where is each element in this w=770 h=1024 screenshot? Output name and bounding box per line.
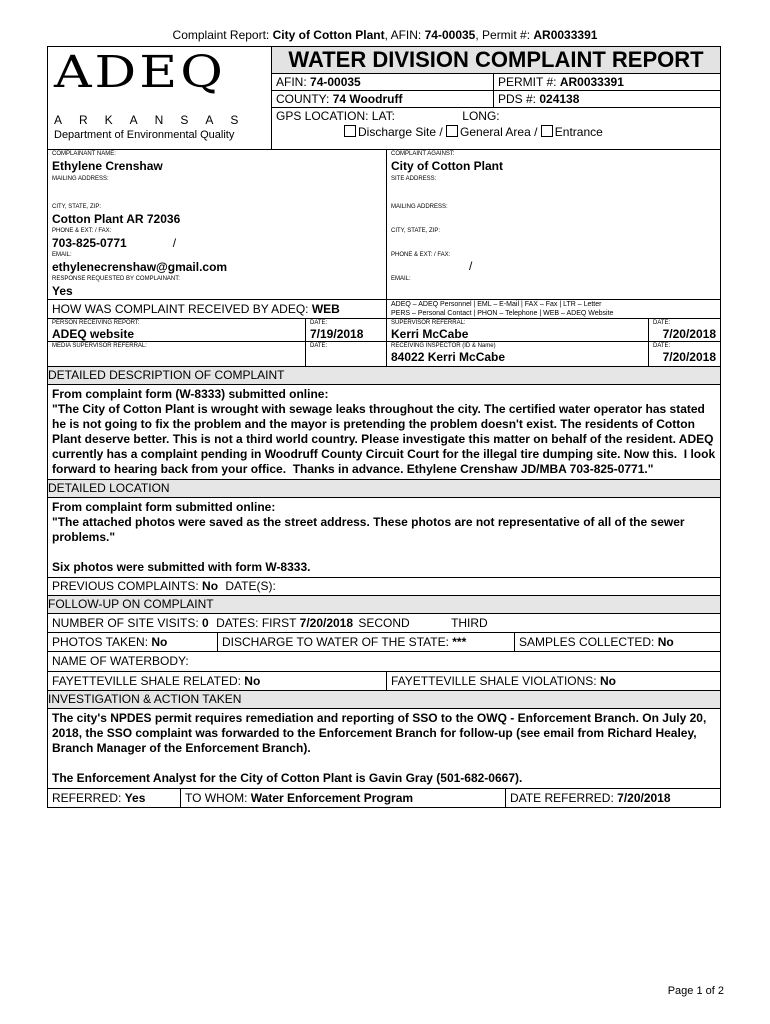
- permit-value: AR0033391: [559, 75, 624, 89]
- county-field: [272, 91, 494, 107]
- referred-label: REFERRED:: [52, 791, 122, 805]
- media-date-label: DATE:: [310, 343, 328, 349]
- received-value: WEB: [311, 302, 340, 316]
- photos-row: [48, 633, 720, 652]
- pds-label: PDS #:: [498, 92, 537, 106]
- title-block: [272, 47, 720, 149]
- permit-label: PERMIT #:: [498, 75, 557, 89]
- report-title: WATER DIVISION COMPLAINT REPORT: [272, 47, 720, 74]
- complainant-mailing-label: MAILING ADDRESS:: [52, 176, 109, 182]
- discharge-label: Discharge Site /: [358, 125, 443, 139]
- afin-value: 74-00035: [310, 75, 361, 89]
- shale-label: FAYETTEVILLE SHALE RELATED:: [52, 674, 241, 688]
- header-afin: 74-00035: [424, 28, 476, 42]
- page-header: [0, 28, 770, 42]
- afin-field: [272, 74, 494, 90]
- supervisor-referral: Kerri McCabe: [391, 327, 469, 341]
- entrance-checkbox[interactable]: [541, 125, 553, 137]
- violations-value: No: [599, 674, 616, 688]
- complainant-email-label: EMAIL:: [52, 252, 72, 258]
- visits-label: NUMBER OF SITE VISITS:: [52, 616, 199, 630]
- inspector-date-label: DATE:: [653, 343, 671, 349]
- description-text: From complaint form (W-8333) submitted online: "The City of Cotton Plant is wrought with sewage leaks throughout the city. The certified water operator has stated he is not going to fix the problem and the mayor is pretending the problem doesn't exist. The residents of Cotton Plant deserve better. This is not a third world country. Please investigate this matter on behalf of the resident. ADEQ currently has a complaint pending in Woodruff County Circuit Court for the illegal tire dumping site. Now this. I look forward to hearing back from your office. Thanks in advance. Ethylene Crenshaw JD/MBA 703-825-0771.": [52, 387, 716, 476]
- inspector-label: RECEIVING INSPECTOR (ID & Name): [391, 343, 496, 349]
- previous-dates-label: DATE(S):: [225, 579, 276, 593]
- supervisor-date: 7/20/2018: [662, 327, 716, 341]
- person-receiving: ADEQ website: [52, 327, 135, 341]
- person-date-label: DATE:: [310, 320, 328, 326]
- complainant-city-label: CITY, STATE, ZIP:: [52, 204, 102, 210]
- inspector-date: 7/20/2018: [662, 350, 716, 364]
- investigation-heading: INVESTIGATION & ACTION TAKEN: [48, 691, 720, 709]
- media-supervisor-label: MEDIA SUPERVISOR REFERRAL:: [52, 343, 147, 349]
- supervisor-date-label: DATE:: [653, 320, 671, 326]
- site-address-label: SITE ADDRESS:: [391, 176, 437, 182]
- person-receiving-label: PERSON RECEIVING REPORT:: [52, 320, 140, 326]
- violations-label: FAYETTEVILLE SHALE VIOLATIONS:: [391, 674, 597, 688]
- logo-word: ADEQ: [54, 47, 226, 99]
- visits-value: 0: [202, 616, 209, 630]
- complaint-form: [47, 46, 721, 808]
- routing-row-1: [48, 319, 720, 342]
- routing-row-2: [48, 342, 720, 367]
- complainant-name: Ethylene Crenshaw: [52, 159, 163, 173]
- pds-field: [494, 91, 720, 107]
- pds-value: 024138: [539, 92, 580, 106]
- afin-label: AFIN:: [276, 75, 307, 89]
- supervisor-referral-label: SUPERVISOR REFERRAL:: [391, 320, 466, 326]
- logo-dept: Department of Environmental Quality: [54, 129, 235, 141]
- adeq-logo: [48, 47, 272, 149]
- visits-row: [48, 614, 720, 633]
- header-facility: City of Cotton Plant: [272, 28, 385, 42]
- to-whom-label: TO WHOM:: [185, 791, 248, 805]
- first-date: 7/20/2018: [299, 616, 354, 630]
- against-mailing-label: MAILING ADDRESS:: [391, 204, 448, 210]
- location-text: From complaint form submitted online: "The attached photos were saved as the street address. These photos are not representative of all of the sewer problems." Six photos were submitted with form W-8333.: [52, 500, 685, 574]
- received-label: HOW WAS COMPLAINT RECEIVED BY ADEQ:: [52, 302, 309, 316]
- previous-row: [48, 578, 720, 596]
- received-legend: [387, 300, 720, 318]
- location-heading: DETAILED LOCATION: [48, 480, 720, 498]
- header-afin-label: , AFIN:: [384, 28, 422, 42]
- complainant-section: [48, 150, 387, 299]
- referred-value: Yes: [124, 791, 146, 805]
- waterbody-label: NAME OF WATERBODY:: [52, 654, 189, 668]
- against-phone-label: PHONE & EXT: / FAX:: [391, 252, 451, 258]
- page-number: Page 1 of 2: [667, 985, 724, 997]
- legend-line-1: ADEQ – ADEQ Personnel | EML – E-Mail | FAX – Fax | LTR – Letter: [391, 301, 602, 308]
- investigation-text: The city's NPDES permit requires remediation and reporting of SSO to the OWQ - Enforcement Branch. On July 20, 2018, the SSO complaint was forwarded to the Enforcement Branch for follow-up (see email from Richard Healey, Branch Manager of the Enforcement Branch). The Enforcement Analyst for the City of Cotton Plant is Gavin Gray (501-682-0667).: [52, 711, 707, 785]
- against-name: City of Cotton Plant: [391, 159, 503, 173]
- against-section: [387, 150, 720, 299]
- gps-lat-label: GPS LOCATION: LAT:: [276, 109, 395, 123]
- title-row: [48, 47, 720, 150]
- against-label: COMPLAINT AGAINST:: [391, 151, 455, 157]
- previous-value: No: [202, 579, 219, 593]
- complainant-phone-sep: /: [172, 236, 177, 250]
- county-value: 74 Woodruff: [332, 92, 403, 106]
- against-phone-sep: /: [469, 259, 473, 273]
- response-requested-label: RESPONSE REQUESTED BY COMPLAINANT:: [52, 276, 180, 282]
- site-type-field: [272, 124, 720, 140]
- photos-value: No: [151, 635, 168, 649]
- samples-label: SAMPLES COLLECTED:: [519, 635, 655, 649]
- complainant-phone: 703-825-0771: [52, 236, 127, 250]
- complainant-phone-label: PHONE & EXT: / FAX:: [52, 228, 112, 234]
- response-requested: Yes: [52, 284, 73, 298]
- gps-long-label: LONG:: [462, 109, 500, 123]
- entrance-label: Entrance: [554, 125, 603, 139]
- general-area-checkbox[interactable]: [446, 125, 458, 137]
- description-heading: DETAILED DESCRIPTION OF COMPLAINT: [48, 367, 720, 385]
- shale-row: [48, 672, 720, 691]
- complainant-city: Cotton Plant AR 72036: [52, 212, 181, 226]
- against-city-label: CITY, STATE, ZIP:: [391, 228, 441, 234]
- date-referred-value: 7/20/2018: [617, 791, 671, 805]
- received-field: [48, 300, 387, 318]
- received-row: [48, 300, 720, 319]
- against-email-label: EMAIL:: [391, 276, 411, 282]
- header-permit-label: , Permit #:: [475, 28, 531, 42]
- waterbody-row: [48, 652, 720, 672]
- legend-line-2: PERS – Personal Contact | PHON – Telephone | WEB – ADEQ Website: [391, 310, 614, 317]
- header-permit: AR0033391: [533, 28, 598, 42]
- discharge-state-value: ***: [452, 635, 467, 649]
- date-referred-label: DATE REFERRED:: [510, 791, 614, 805]
- photos-label: PHOTOS TAKEN:: [52, 635, 149, 649]
- previous-label: PREVIOUS COMPLAINTS:: [52, 579, 199, 593]
- second-date-label: SECOND: [358, 616, 410, 630]
- header-prefix: Complaint Report:: [172, 28, 270, 42]
- inspector: 84022 Kerri McCabe: [391, 350, 506, 364]
- general-area-label: General Area /: [460, 125, 538, 139]
- referral-row: [48, 789, 720, 807]
- county-label: COUNTY:: [276, 92, 330, 106]
- samples-value: No: [657, 635, 674, 649]
- to-whom-value: Water Enforcement Program: [250, 791, 414, 805]
- permit-field: [494, 74, 720, 90]
- discharge-checkbox[interactable]: [344, 125, 356, 137]
- first-date-label: DATES: FIRST: [216, 616, 297, 630]
- gps-field: [272, 108, 720, 124]
- shale-value: No: [244, 674, 261, 688]
- logo-sub: ARKANSAS: [54, 113, 256, 127]
- person-date: 7/19/2018: [310, 327, 364, 341]
- parties-row: [48, 150, 720, 300]
- third-date-label: THIRD: [451, 616, 488, 630]
- discharge-state-label: DISCHARGE TO WATER OF THE STATE:: [222, 635, 449, 649]
- complainant-email: ethylenecrenshaw@gmail.com: [52, 260, 228, 274]
- followup-heading: FOLLOW-UP ON COMPLAINT: [48, 596, 720, 614]
- complainant-name-label: COMPLAINANT NAME:: [52, 151, 116, 157]
